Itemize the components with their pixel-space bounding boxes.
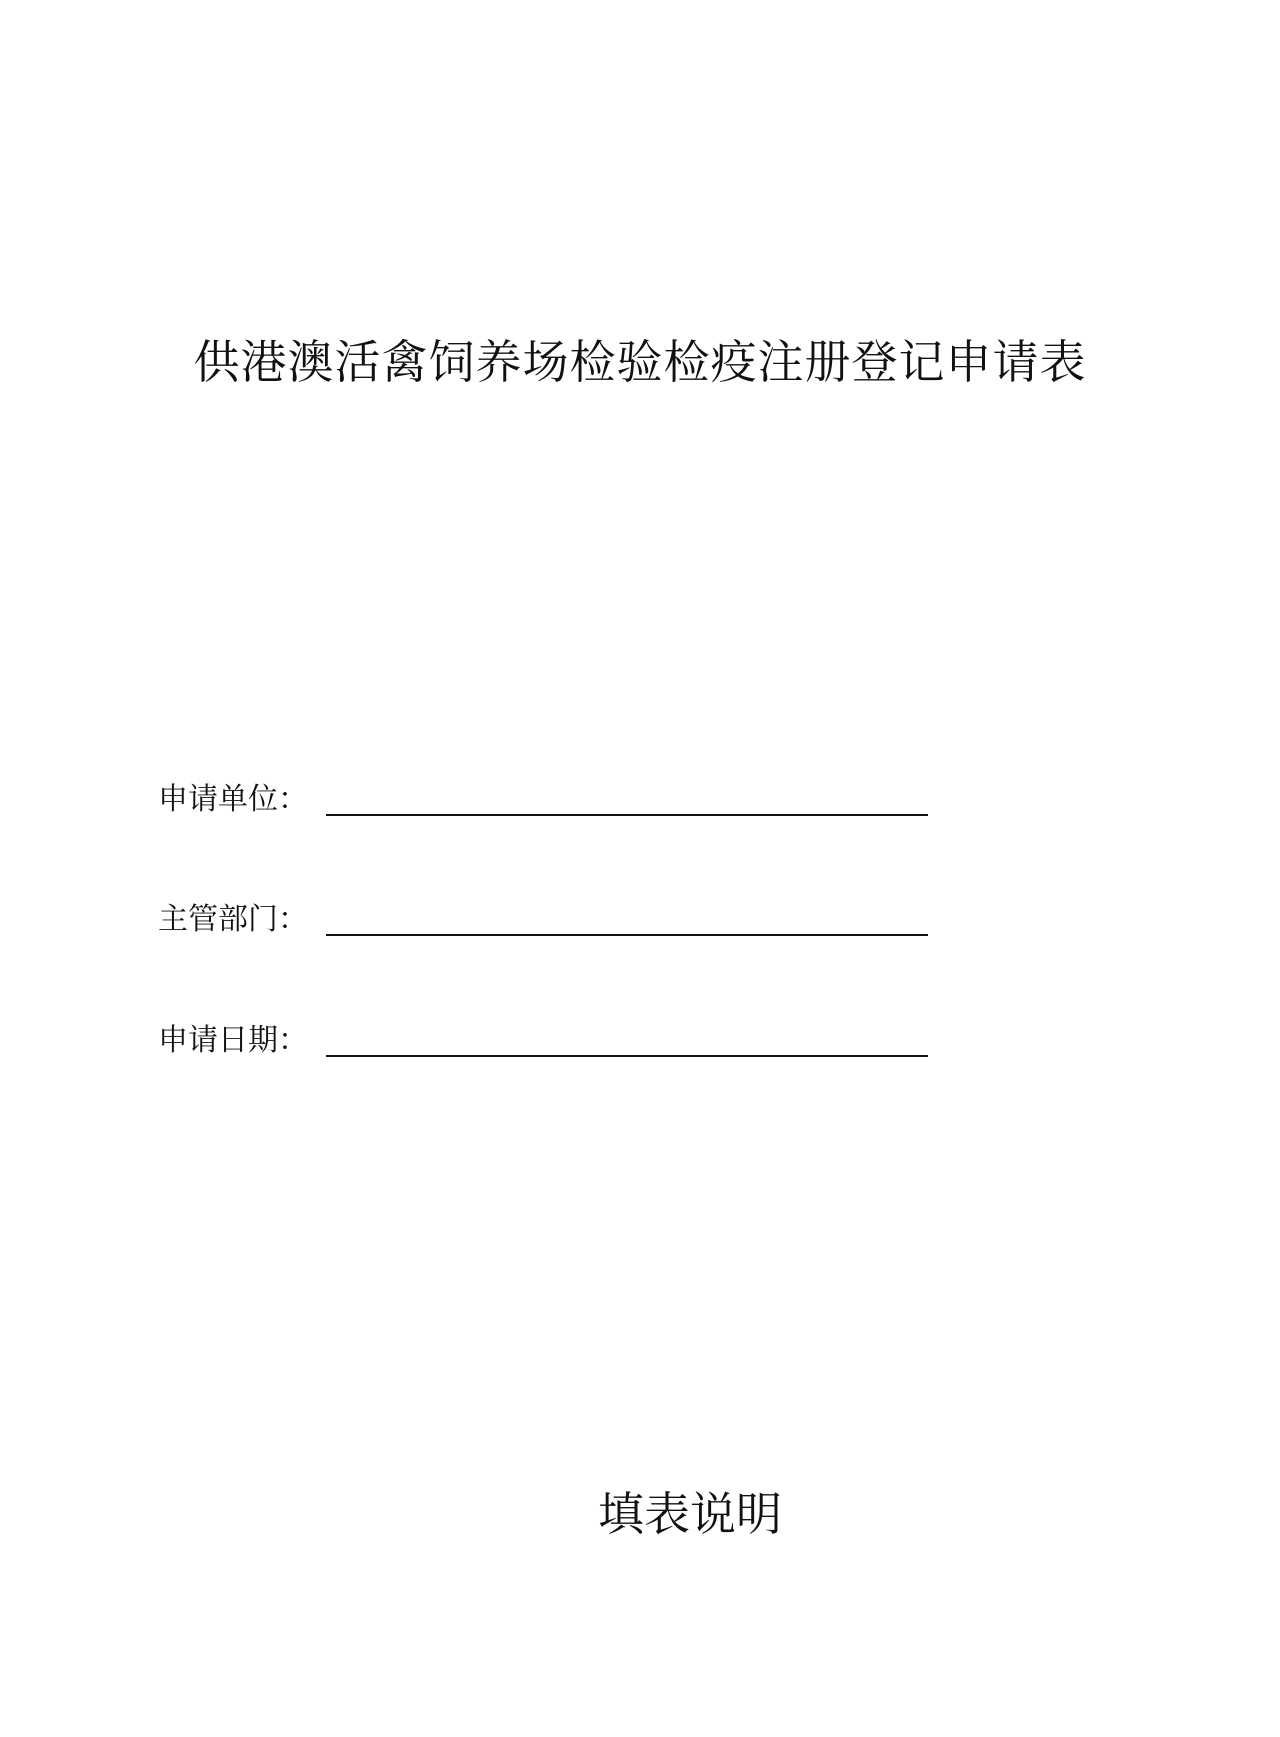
field-row-authority [158,890,928,940]
applicant-label: 申请单位： [158,782,308,817]
date-blank-line[interactable] [326,1021,928,1057]
authority-label: 主管部门： [158,902,308,937]
applicant-blank-line[interactable] [326,780,928,816]
instructions-heading: 填表说明 [598,1487,782,1541]
authority-blank-line[interactable] [326,900,928,936]
date-label: 申请日期： [158,1023,308,1058]
document-title: 供港澳活禽饲养场检验检疫注册登记申请表 [193,335,1087,389]
field-row-applicant [158,770,928,820]
field-row-date [158,1011,928,1061]
